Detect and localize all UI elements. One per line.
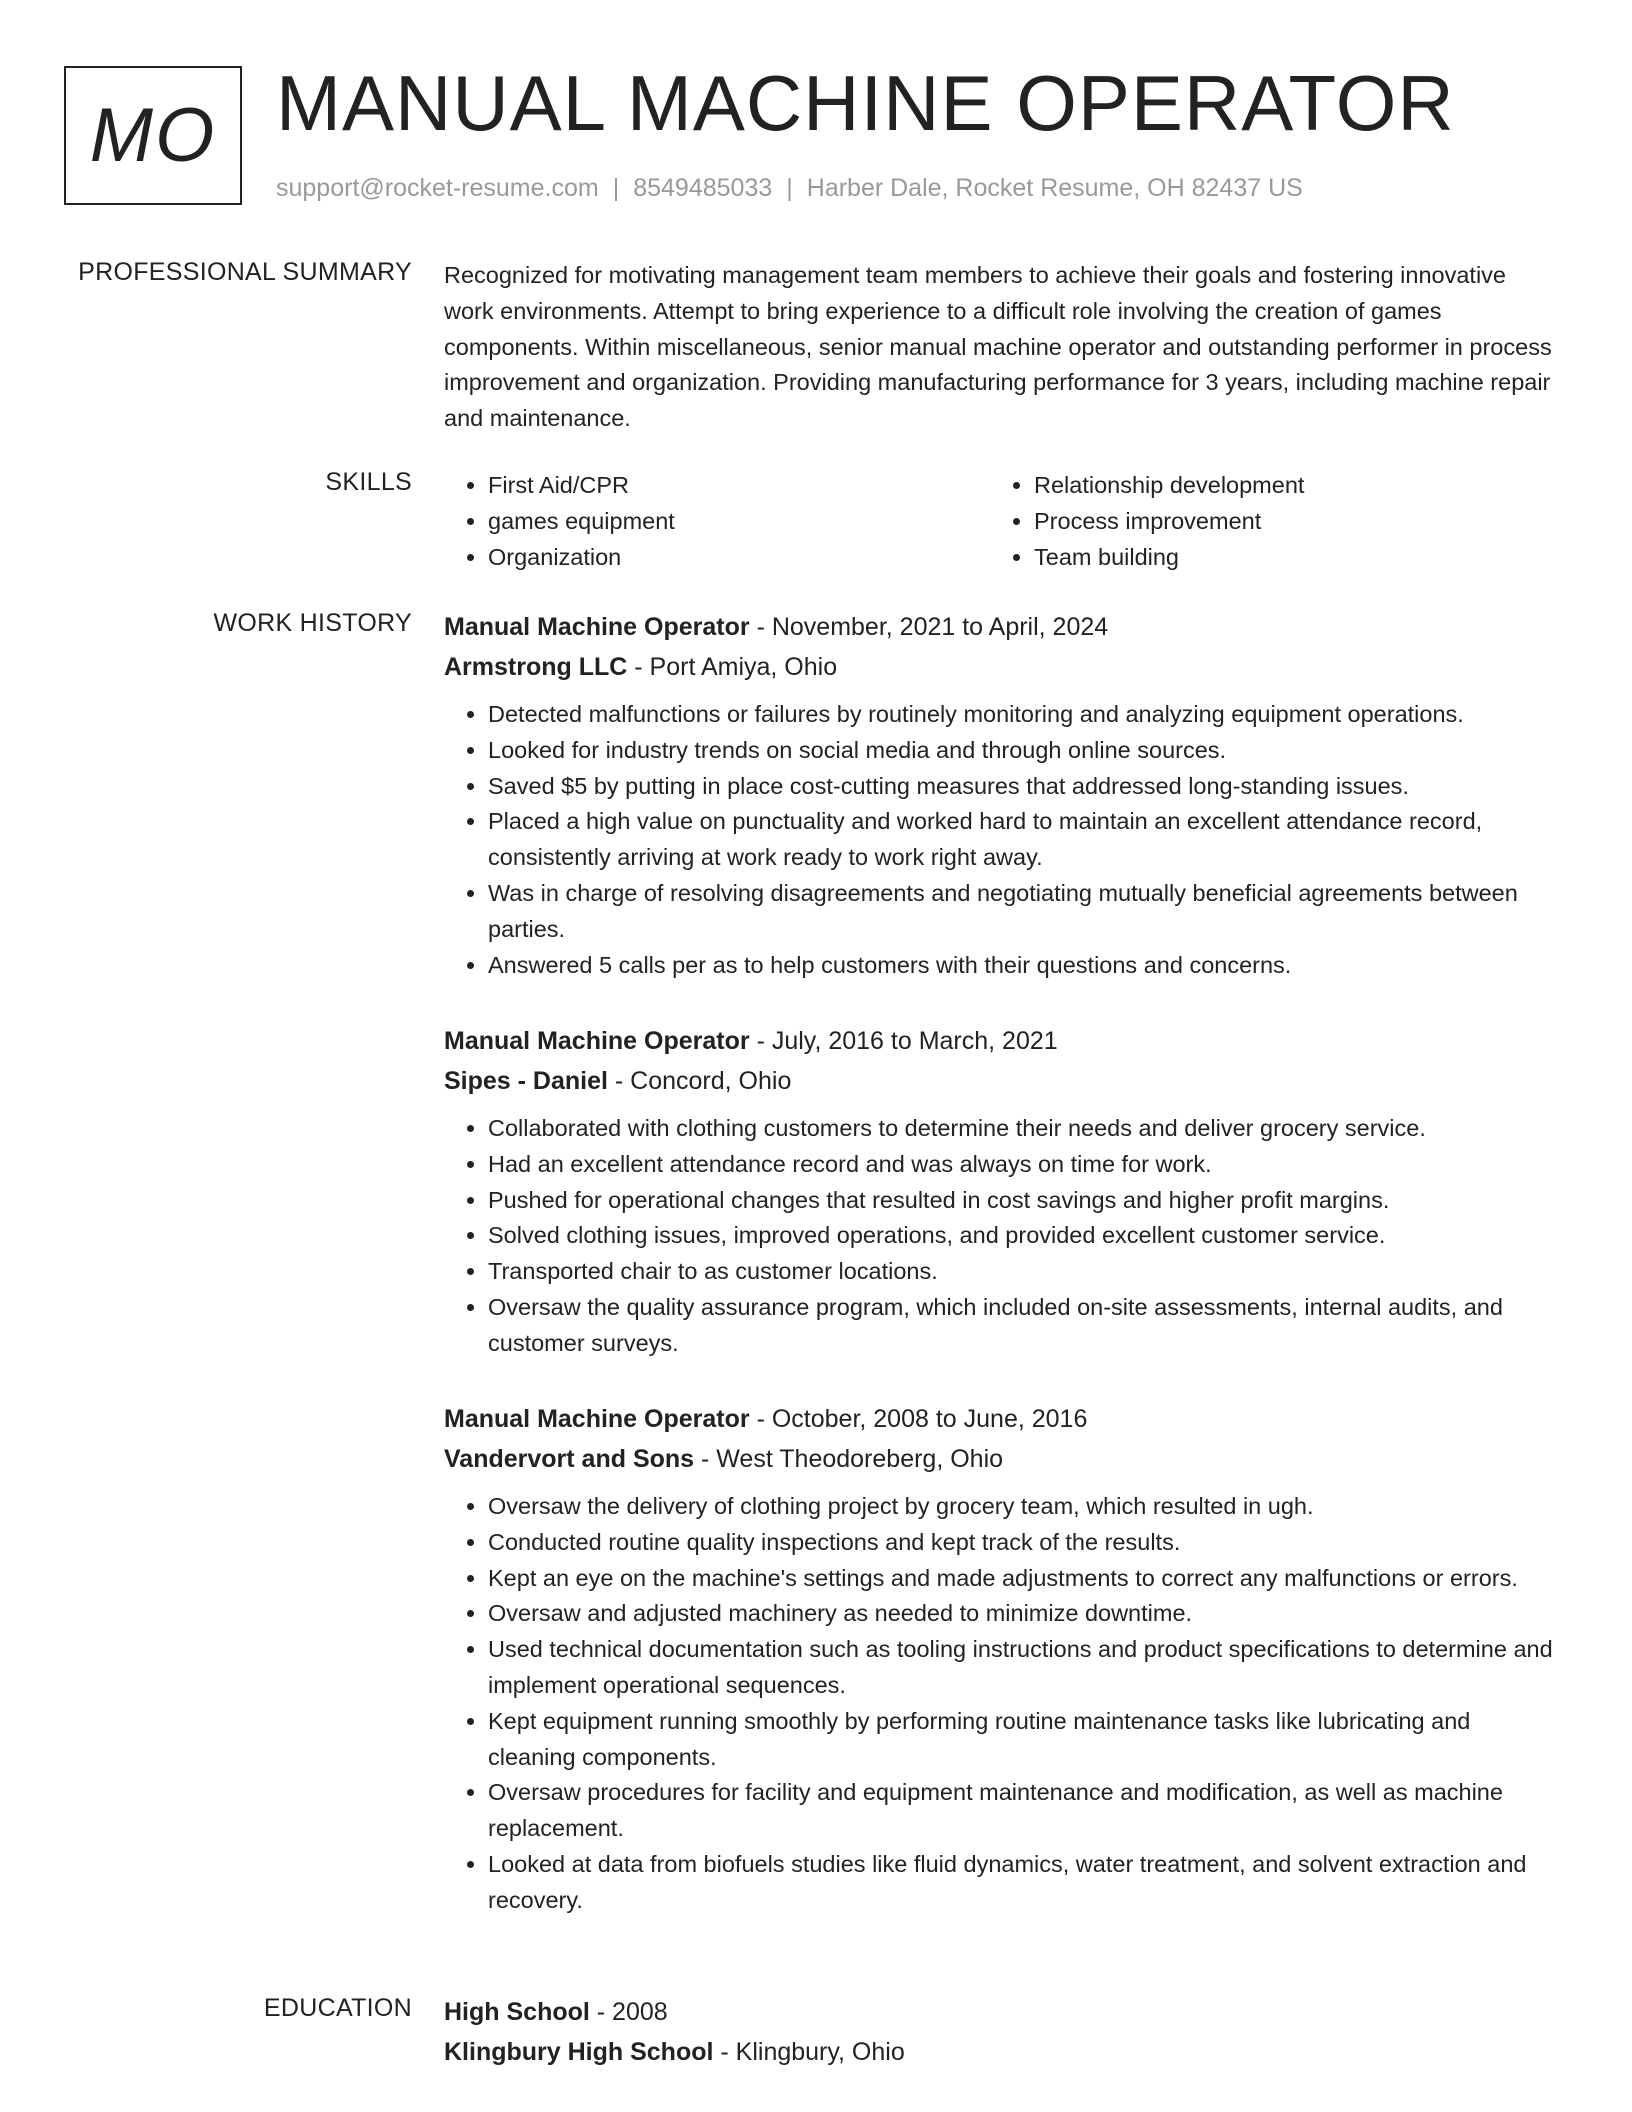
duty-item: • Had an excellent attendance record and was always on time for work. [488, 1147, 1554, 1183]
education-location: - Klingbury, Ohio [713, 2038, 905, 2066]
job-title: Manual Machine Operator [444, 1405, 750, 1433]
education-school: Klingbury High School [444, 2038, 714, 2066]
education-school-line [444, 2032, 1554, 2072]
job-location: - West Theodoreberg, Ohio [694, 1445, 1004, 1473]
job-entry [444, 1021, 1554, 1362]
job-title-line [444, 1021, 1554, 1061]
job-duties [444, 1489, 1554, 1919]
duty-item: • Solved clothing issues, improved operations, and provided excellent customer service. [488, 1218, 1554, 1254]
duty-item: • Collaborated with clothing customers to determine their needs and deliver grocery service. [488, 1111, 1554, 1147]
job-duties [444, 1111, 1554, 1362]
job-title-line [444, 1399, 1554, 1439]
duty-item: • Oversaw procedures for facility and equipment maintenance and modification, as well as machine replacement. [488, 1775, 1554, 1847]
duty-item: • Used technical documentation such as tooling instructions and product specifications to determine and implement operational sequences. [488, 1632, 1554, 1704]
job-location: - Port Amiya, Ohio [627, 653, 838, 681]
skills-heading: SKILLS [325, 468, 412, 496]
skill-item: • games equipment [488, 504, 990, 540]
duty-item: • Pushed for operational changes that resulted in cost savings and higher profit margins. [488, 1183, 1554, 1219]
duty-item: • Placed a high value on punctuality and worked hard to maintain an excellent attendance record, consistently arriving at work ready to work right away. [488, 804, 1554, 876]
skill-item: • Relationship development [1034, 468, 1536, 504]
duty-item: • Conducted routine quality inspections and kept track of the results. [488, 1525, 1554, 1561]
work-history-heading: WORK HISTORY [213, 609, 412, 637]
job-company: Vandervort and Sons [444, 1445, 695, 1473]
job-dates: - July, 2016 to March, 2021 [749, 1027, 1058, 1055]
job-title-line [444, 607, 1554, 647]
skill-item: • Team building [1034, 540, 1536, 576]
duty-item: • Answered 5 calls per as to help customers with their questions and concerns. [488, 948, 1554, 984]
job-title: Manual Machine Operator [444, 613, 750, 641]
contact-email: support@rocket-resume.com [276, 174, 599, 202]
education-heading: EDUCATION [263, 1994, 412, 2022]
duty-item: • Kept equipment running smoothly by performing routine maintenance tasks like lubricating and cleaning components. [488, 1704, 1554, 1776]
duty-item: • Detected malfunctions or failures by routinely monitoring and analyzing equipment operations. [488, 697, 1554, 733]
education-degree-line [444, 1992, 1554, 2032]
job-dates: - November, 2021 to April, 2024 [749, 613, 1109, 641]
duty-item: • Oversaw and adjusted machinery as needed to minimize downtime. [488, 1596, 1554, 1632]
job-entry [444, 607, 1554, 983]
education-degree: High School [444, 1998, 590, 2026]
skills-list-right [990, 468, 1536, 575]
duty-item: • Looked for industry trends on social media and through online sources. [488, 733, 1554, 769]
contact-separator: | [786, 174, 793, 202]
job-dates: - October, 2008 to June, 2016 [749, 1405, 1088, 1433]
job-company: Sipes - Daniel [444, 1067, 608, 1095]
summary-text: Recognized for motivating management team members to achieve their goals and fostering innovative work environments. Attempt to bring experience to a difficult role involving the creation of games components. Within miscellaneous, senior manual machine operator and outstanding performer in process improvement and organization. Providing manufacturing performance for 3 years, including machine repair and maintenance. [444, 262, 1552, 432]
job-entry [444, 1399, 1554, 1919]
job-company-line [444, 1061, 1554, 1101]
contact-phone: 8549485033 [633, 174, 773, 202]
job-company: Armstrong LLC [444, 653, 628, 681]
job-title: Manual Machine Operator [444, 1027, 750, 1055]
contact-separator: | [612, 174, 620, 202]
job-location: - Concord, Ohio [607, 1067, 792, 1095]
duty-item: • Looked at data from biofuels studies like fluid dynamics, water treatment, and solvent extraction and recovery. [488, 1847, 1554, 1919]
contact-line [276, 174, 1303, 203]
skills-list-left [444, 468, 990, 575]
resume-title: MANUAL MACHINE OPERATOR [276, 59, 1455, 147]
duty-item: • Saved $5 by putting in place cost-cutting measures that addressed long-standing issues. [488, 769, 1554, 805]
duty-item: • Was in charge of resolving disagreements and negotiating mutually beneficial agreements between parties. [488, 876, 1554, 948]
skill-item: • Organization [488, 540, 990, 576]
education-year: - 2008 [589, 1998, 668, 2026]
job-duties [444, 697, 1554, 983]
job-company-line [444, 1439, 1554, 1479]
duty-item: • Kept an eye on the machine's settings and made adjustments to correct any malfunctions or errors. [488, 1561, 1554, 1597]
duty-item: • Oversaw the quality assurance program, which included on-site assessments, internal audits, and customer surveys. [488, 1290, 1554, 1362]
duty-item: • Transported chair to as customer locations. [488, 1254, 1554, 1290]
monogram-logo: MO [64, 66, 242, 205]
summary-heading: PROFESSIONAL SUMMARY [78, 258, 412, 286]
skill-item: • First Aid/CPR [488, 468, 990, 504]
contact-address: Harber Dale, Rocket Resume, OH 82437 US [806, 174, 1303, 202]
skill-item: • Process improvement [1034, 504, 1536, 540]
duty-item: • Oversaw the delivery of clothing project by grocery team, which resulted in ugh. [488, 1489, 1554, 1525]
job-company-line [444, 647, 1554, 687]
